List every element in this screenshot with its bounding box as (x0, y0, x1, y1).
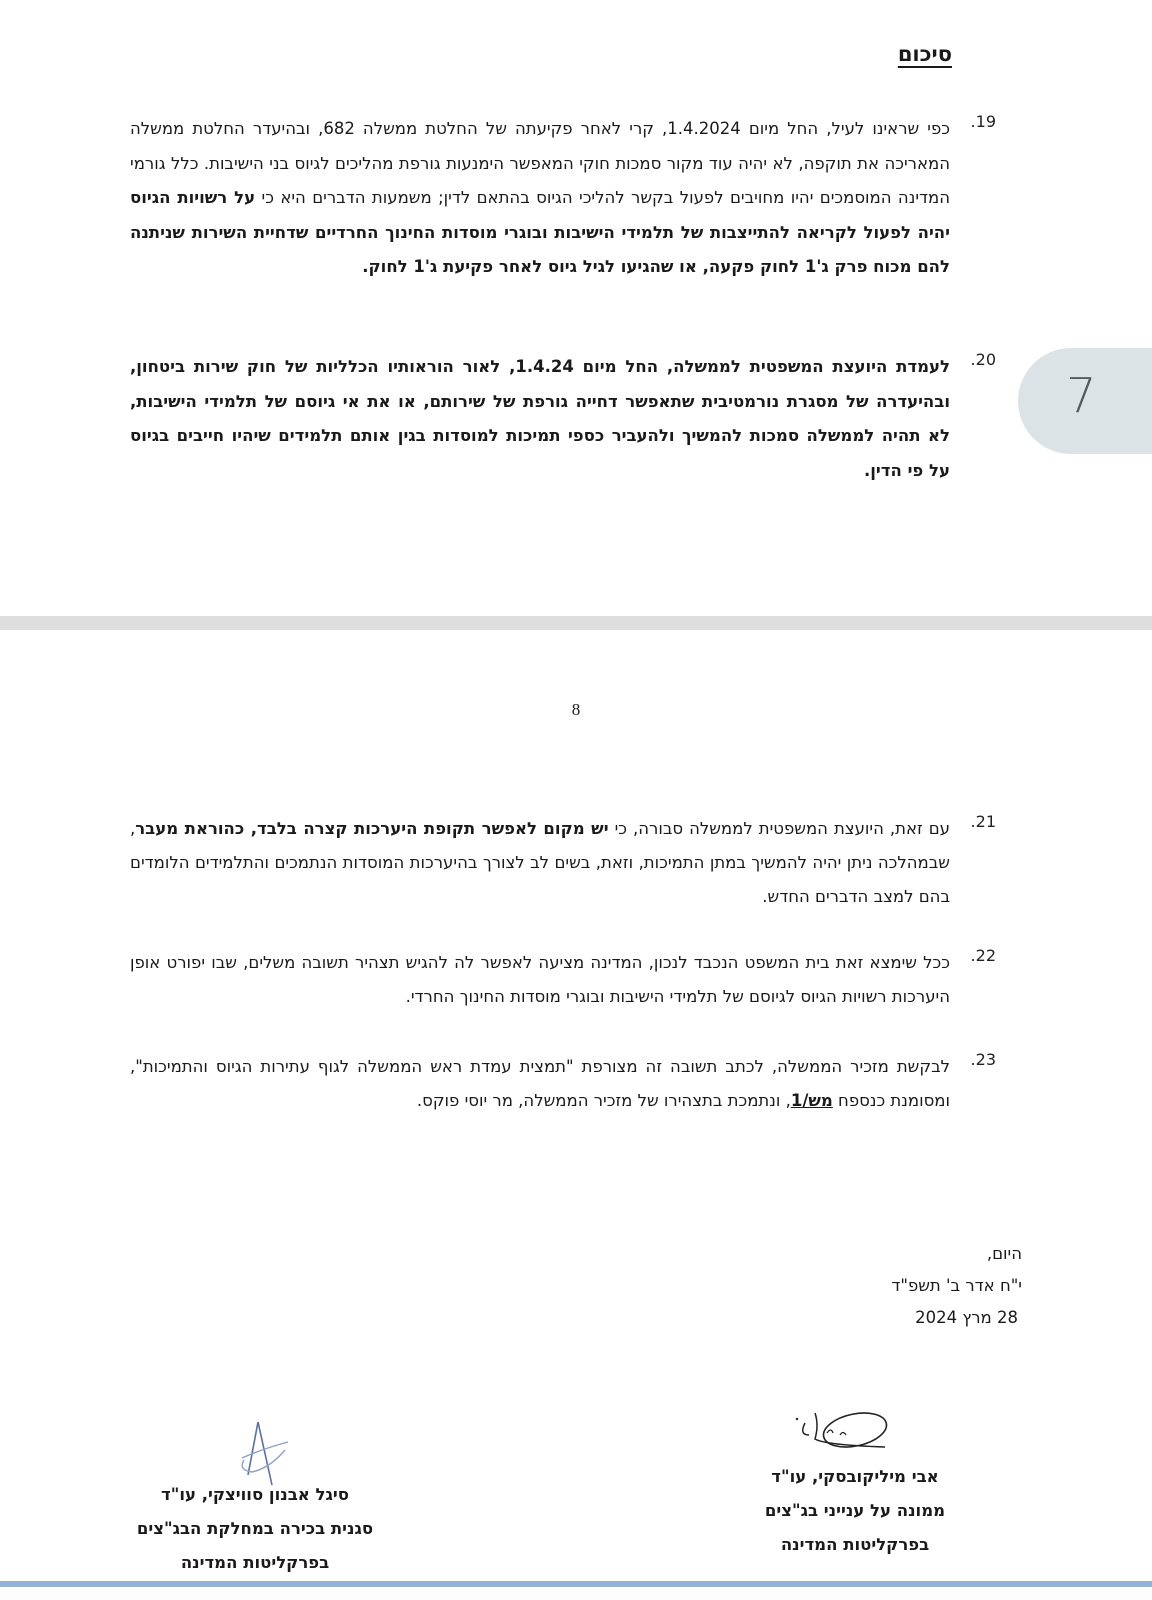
viewer-bottom-strip (0, 1587, 1152, 1600)
page-separator (0, 616, 1152, 630)
paragraph-number: .23 (970, 1050, 996, 1069)
signatory-block-1 (740, 1460, 970, 1562)
paragraph-21 (130, 812, 996, 914)
paragraph-text (130, 946, 950, 1014)
signature-icon (785, 1405, 895, 1455)
signatory-name: אבי מיליקובסקי, עו"ד (771, 1467, 939, 1486)
paragraph-19 (130, 112, 996, 285)
appendix-reference: מש/1 (790, 1091, 833, 1110)
paragraph-number: .19 (970, 112, 996, 131)
paragraph-22 (130, 946, 996, 1014)
page-number: 8 (571, 700, 581, 719)
paragraph-text (130, 812, 950, 914)
signatory-block-2 (110, 1478, 400, 1580)
text-segment-bold: יש מקום לאפשר תקופת היערכות קצרה בלבד, כהוראת מעבר (135, 819, 609, 838)
gregorian-date: 28 מרץ 2024 (915, 1308, 1018, 1327)
date-label: היום, (986, 1244, 1022, 1263)
paragraph-text (130, 350, 950, 488)
paragraph-text (130, 1050, 950, 1118)
text-segment: עם זאת, היועצת המשפטית לממשלה סבורה, כי (608, 819, 950, 838)
signatory-org: בפרקליטות המדינה (780, 1535, 930, 1554)
paragraph-number: .21 (970, 812, 996, 831)
paragraph-20 (130, 350, 996, 488)
section-heading: סיכום (897, 42, 952, 66)
date-block (891, 1238, 1022, 1334)
paragraph-text (130, 112, 950, 285)
text-segment-bold: לעמדת היועצת המשפטית לממשלה, החל מיום 1.4.24, לאור הוראותיו הכלליות של חוק שירות ביטחון, ובהיעדרה של מסגרת נורמטיבית שתאפשר דחייה גורפת של שירותם, או את אי גיוסם של תלמידי הישיבות, לא תהיה לממשלה סמכות להמשיך ולהעביר כספי תמיכות למוסדות בגין אותם תלמידים שיהיו חייבים בגיוס על פי הדין. (130, 357, 951, 480)
paragraph-number: .22 (970, 946, 996, 965)
text-segment-bold: על רשויות הגיוס יהיה לפעול לקריאה להתייצבות של תלמידי הישיבות ובוגרי מוסדות החינוך החרדיים שדחיית השירות שניתנה להם מכוח פרק ג'1 לחוק פקעה, או שהגיעו לגיל גיוס לאחר פקיעת ג'1 לחוק. (130, 188, 950, 276)
text-segment: כפי שראינו לעיל, החל מיום 1.4.2024, קרי לאחר פקיעתה של החלטת ממשלה 682, ובהיעדר החלטת ממשלה המאריכה את תוקפה, לא יהיה עוד מקור סמכות חוקי המאפשר הימנעות גורפת מהליכים לגיוס בני הישיבות. כלל גורמי המדינה המוסמכים יהיו מחויבים לפעול בקשר להליכי הגיוס בהתאם לדין; משמעות הדברים היא כי (130, 119, 951, 207)
text-segment: , שבמהלכה ניתן יהיה להמשיך במתן התמיכות, וזאת, בשים לב לצורך בהיערכות המוסדות הנתמכים והתלמידים הלומדים בהם למצב הדברים החדש. (130, 819, 950, 906)
signatory-title: סגנית בכירה במחלקת הבג"צים (136, 1519, 374, 1538)
signatory-title: ממונה על ענייני בג"צים (764, 1501, 946, 1520)
page-indicator-badge (1018, 348, 1152, 454)
signatory-name: סיגל אבנון סוויצקי, עו"ד (161, 1485, 349, 1504)
text-segment: ככל שימצא זאת בית המשפט הנכבד לנכון, המדינה מציעה לאפשר לה להגיש תצהיר תשובה משלים, שבו יפורט אופן היערכות רשויות הגיוס לגיוסם של תלמידי הישיבות ובוגרי מוסדות החינוך החרדי. (130, 953, 950, 1006)
page-7 (0, 0, 1152, 616)
paragraph-number: .20 (970, 350, 996, 369)
text-segment: לבקשת מזכיר הממשלה, לכתב תשובה זה מצורפת "תמצית עמדת ראש הממשלה לגוף עתירות הגיוס והתמיכות", ומסומנת כנספח (130, 1057, 950, 1110)
paragraph-23 (130, 1050, 996, 1118)
signatory-org: בפרקליטות המדינה (180, 1553, 330, 1572)
page-indicator-number: 7 (1066, 368, 1097, 424)
text-segment: , ונתמכת בתצהירו של מזכיר הממשלה, מר יוסי פוקס. (416, 1091, 791, 1110)
hebrew-date: י"ח אדר ב' תשפ"ד (891, 1276, 1022, 1295)
